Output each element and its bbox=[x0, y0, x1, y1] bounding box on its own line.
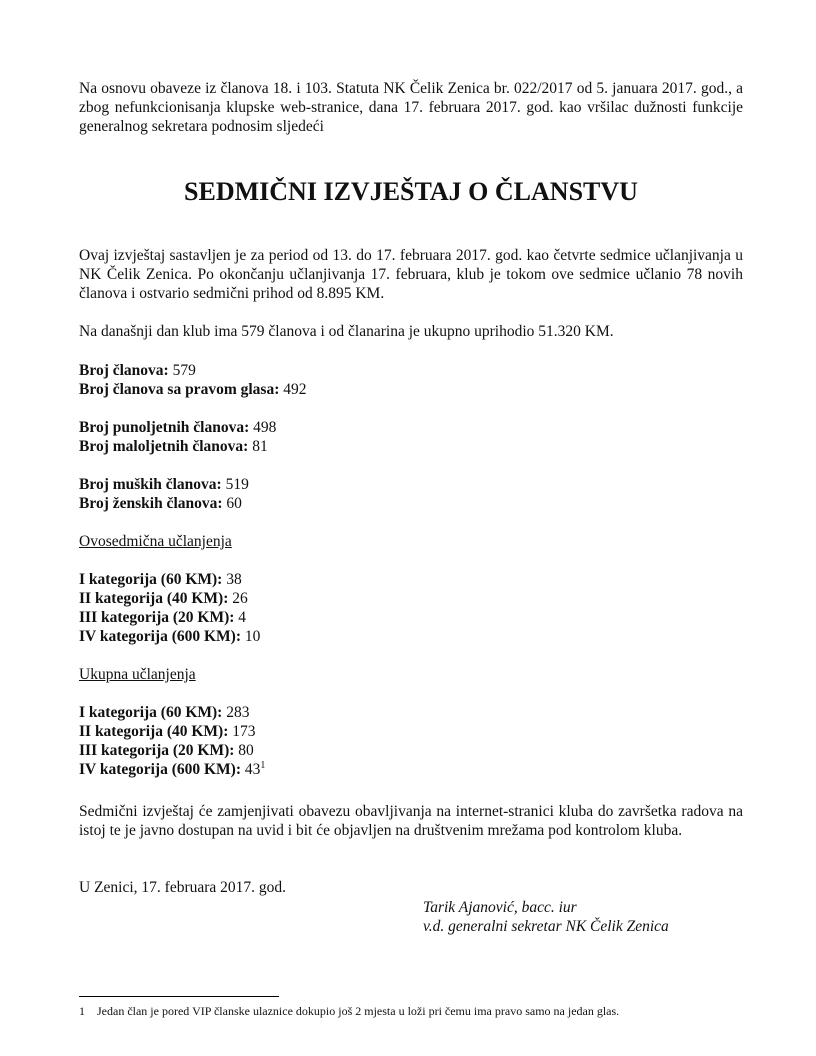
category-label: III kategorija (20 KM): bbox=[79, 742, 235, 759]
weekly-row bbox=[79, 627, 743, 646]
footnote bbox=[79, 1004, 743, 1019]
stat-row-minor-members bbox=[79, 437, 743, 456]
closing-paragraph: Sedmični izvještaj će zamjenjivati obavezu obavljivanja na internet-stranici kluba do završetka radova na istoj te je javno dostupan na uvid i bit će objavljen na društvenim mrežama pod kontrolom kluba. bbox=[79, 803, 743, 839]
weekly-row bbox=[79, 589, 743, 608]
stat-row-voting-members bbox=[79, 380, 743, 399]
total-enrollments-heading: Ukupna učlanjenja bbox=[79, 666, 196, 683]
footnote-reference[interactable]: 1 bbox=[260, 760, 266, 771]
category-label: IV kategorija (600 KM): bbox=[79, 761, 242, 778]
category-label: I kategorija (60 KM): bbox=[79, 704, 223, 721]
category-value: 283 bbox=[226, 704, 250, 721]
signature-block bbox=[423, 898, 669, 936]
stat-row-female-members bbox=[79, 494, 743, 513]
category-label: II kategorija (40 KM): bbox=[79, 590, 229, 607]
category-value: 80 bbox=[238, 742, 254, 759]
category-value: 26 bbox=[232, 590, 248, 607]
category-label: II kategorija (40 KM): bbox=[79, 723, 229, 740]
category-label: III kategorija (20 KM): bbox=[79, 609, 235, 626]
stat-label: Broj punoljetnih članova: bbox=[79, 419, 250, 436]
stat-label: Broj muških članova: bbox=[79, 476, 222, 493]
stat-value: 81 bbox=[252, 438, 268, 455]
category-value: 10 bbox=[244, 628, 261, 645]
document-title: SEDMIČNI IZVJEŠTAJ O ČLANSTVU bbox=[184, 177, 638, 206]
stat-row-male-members bbox=[79, 475, 743, 494]
stats-group-age bbox=[79, 418, 743, 456]
category-label: IV kategorija (600 KM): bbox=[79, 628, 242, 645]
category-value: 4 bbox=[238, 609, 247, 626]
totals-paragraph: Na današnji dan klub ima 579 članova i od članarina je ukupno uprihodio 51.320 KM. bbox=[79, 323, 614, 340]
footnote-text: Jedan član je pored VIP članske ulaznice dokupio još 2 mjesta u loži pri čemu ima pravo samo na jedan glas. bbox=[97, 1004, 620, 1018]
stat-value: 579 bbox=[172, 362, 196, 379]
place-date: U Zenici, 17. februara 2017. god. bbox=[79, 879, 287, 896]
weekly-enrollments bbox=[79, 570, 743, 646]
total-row bbox=[79, 760, 743, 779]
stat-label: Broj ženskih članova: bbox=[79, 495, 223, 512]
stat-value: 492 bbox=[283, 381, 307, 398]
stat-value: 60 bbox=[226, 495, 242, 512]
period-paragraph: Ovaj izvještaj sastavljen je za period od 13. do 17. februara 2017. god. kao četvrte sedmice učlanjivanja u NK Čelik Zenica. Po okončanju učlanjivanja 17. februara, klub je tokom ove sedmice učlanio 78 novih članova i ostvario sedmični prihod od 8.895 KM. bbox=[79, 247, 743, 302]
weekly-row bbox=[79, 608, 743, 627]
stat-label: Broj maloljetnih članova: bbox=[79, 438, 249, 455]
category-label: I kategorija (60 KM): bbox=[79, 571, 223, 588]
stat-label: Broj članova: bbox=[79, 362, 169, 379]
total-row bbox=[79, 703, 743, 722]
stat-row-members bbox=[79, 361, 743, 380]
stat-value: 498 bbox=[253, 419, 277, 436]
category-value: 173 bbox=[232, 723, 256, 740]
stat-value: 519 bbox=[225, 476, 249, 493]
weekly-row bbox=[79, 570, 743, 589]
footnote-separator bbox=[79, 996, 279, 997]
intro-paragraph: Na osnovu obaveze iz članova 18. i 103. Statuta NK Čelik Zenica br. 022/2017 od 5. januara 2017. god., a zbog nefunkcionisanja klupske web-stranice, dana 17. februara 2017. god. kao vršilac dužnosti funkcije generalnog sekretara podnosim sljedeći bbox=[79, 80, 743, 135]
weekly-enrollments-heading: Ovosedmična učlanjenja bbox=[79, 533, 232, 550]
stat-label: Broj članova sa pravom glasa: bbox=[79, 381, 280, 398]
stats-group-gender bbox=[79, 475, 743, 513]
total-row bbox=[79, 741, 743, 760]
signatory-name: Tarik Ajanović, bacc. iur bbox=[423, 899, 577, 916]
signatory-role: v.d. generalni sekretar NK Čelik Zenica bbox=[423, 918, 669, 935]
stats-group-members bbox=[79, 361, 743, 399]
footnote-number: 1 bbox=[79, 1004, 85, 1018]
total-row bbox=[79, 722, 743, 741]
stat-row-adult-members bbox=[79, 418, 743, 437]
total-enrollments bbox=[79, 703, 743, 779]
category-value: 43 bbox=[244, 761, 261, 778]
category-value: 38 bbox=[226, 571, 242, 588]
membership-stats bbox=[79, 361, 743, 798]
